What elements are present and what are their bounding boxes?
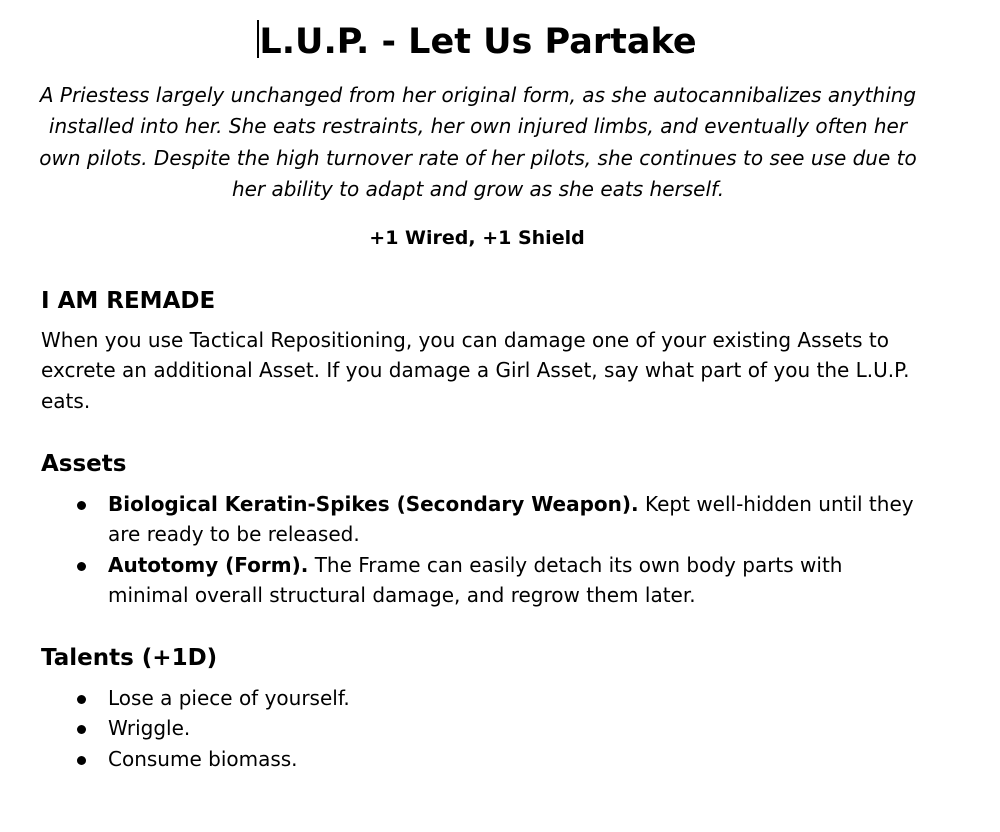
section-heading-remade: I AM REMADE — [41, 288, 216, 314]
section-heading-talents: Talents (+1D) — [41, 645, 218, 671]
bullet-icon — [77, 501, 86, 510]
list-item — [41, 713, 921, 743]
bullet-icon — [77, 725, 86, 734]
section-heading-assets: Assets — [41, 451, 127, 477]
asset-name: Autotomy (Form). — [108, 552, 309, 577]
document-title-text: L.U.P. - Let Us Partake — [259, 22, 697, 62]
asset-description: The Frame can easily detach its own body parts with minimal overall structural damage, and regrow them later. — [108, 552, 843, 607]
asset-description: Kept well-hidden until they are ready to be released. — [108, 492, 914, 547]
list-item — [41, 683, 921, 713]
asset-name: Biological Keratin-Spikes (Secondary Weapon). — [108, 492, 639, 516]
remade-paragraph: When you use Tactical Repositioning, you can damage one of your existing Assets to excrete an additional Asset. If you damage a Girl Asset, say what part of you the L.U.P. eats. — [41, 328, 910, 413]
list-item — [41, 550, 921, 611]
list-item — [41, 489, 921, 550]
talent-text: Wriggle. — [108, 716, 191, 741]
bullet-icon — [77, 695, 86, 704]
bullet-icon — [77, 562, 86, 571]
list-item — [41, 744, 921, 774]
document-title — [0, 18, 954, 66]
talent-text: Consume biomass. — [108, 746, 298, 771]
assets-list — [41, 489, 921, 610]
stat-bonus: +1 Wired, +1 Shield — [369, 227, 585, 249]
talents-list — [41, 683, 921, 774]
bullet-icon — [77, 756, 86, 765]
intro-paragraph: A Priestess largely unchanged from her original form, as she autocannibalizes anything installed into her. She eats restraints, her own injured limbs, and eventually often her own pilots. Despite the high turnover rate of her pilots, she continues to see use due to her ability to adapt and grow as she eats herself. — [39, 83, 917, 201]
talent-text: Lose a piece of yourself. — [108, 686, 350, 710]
